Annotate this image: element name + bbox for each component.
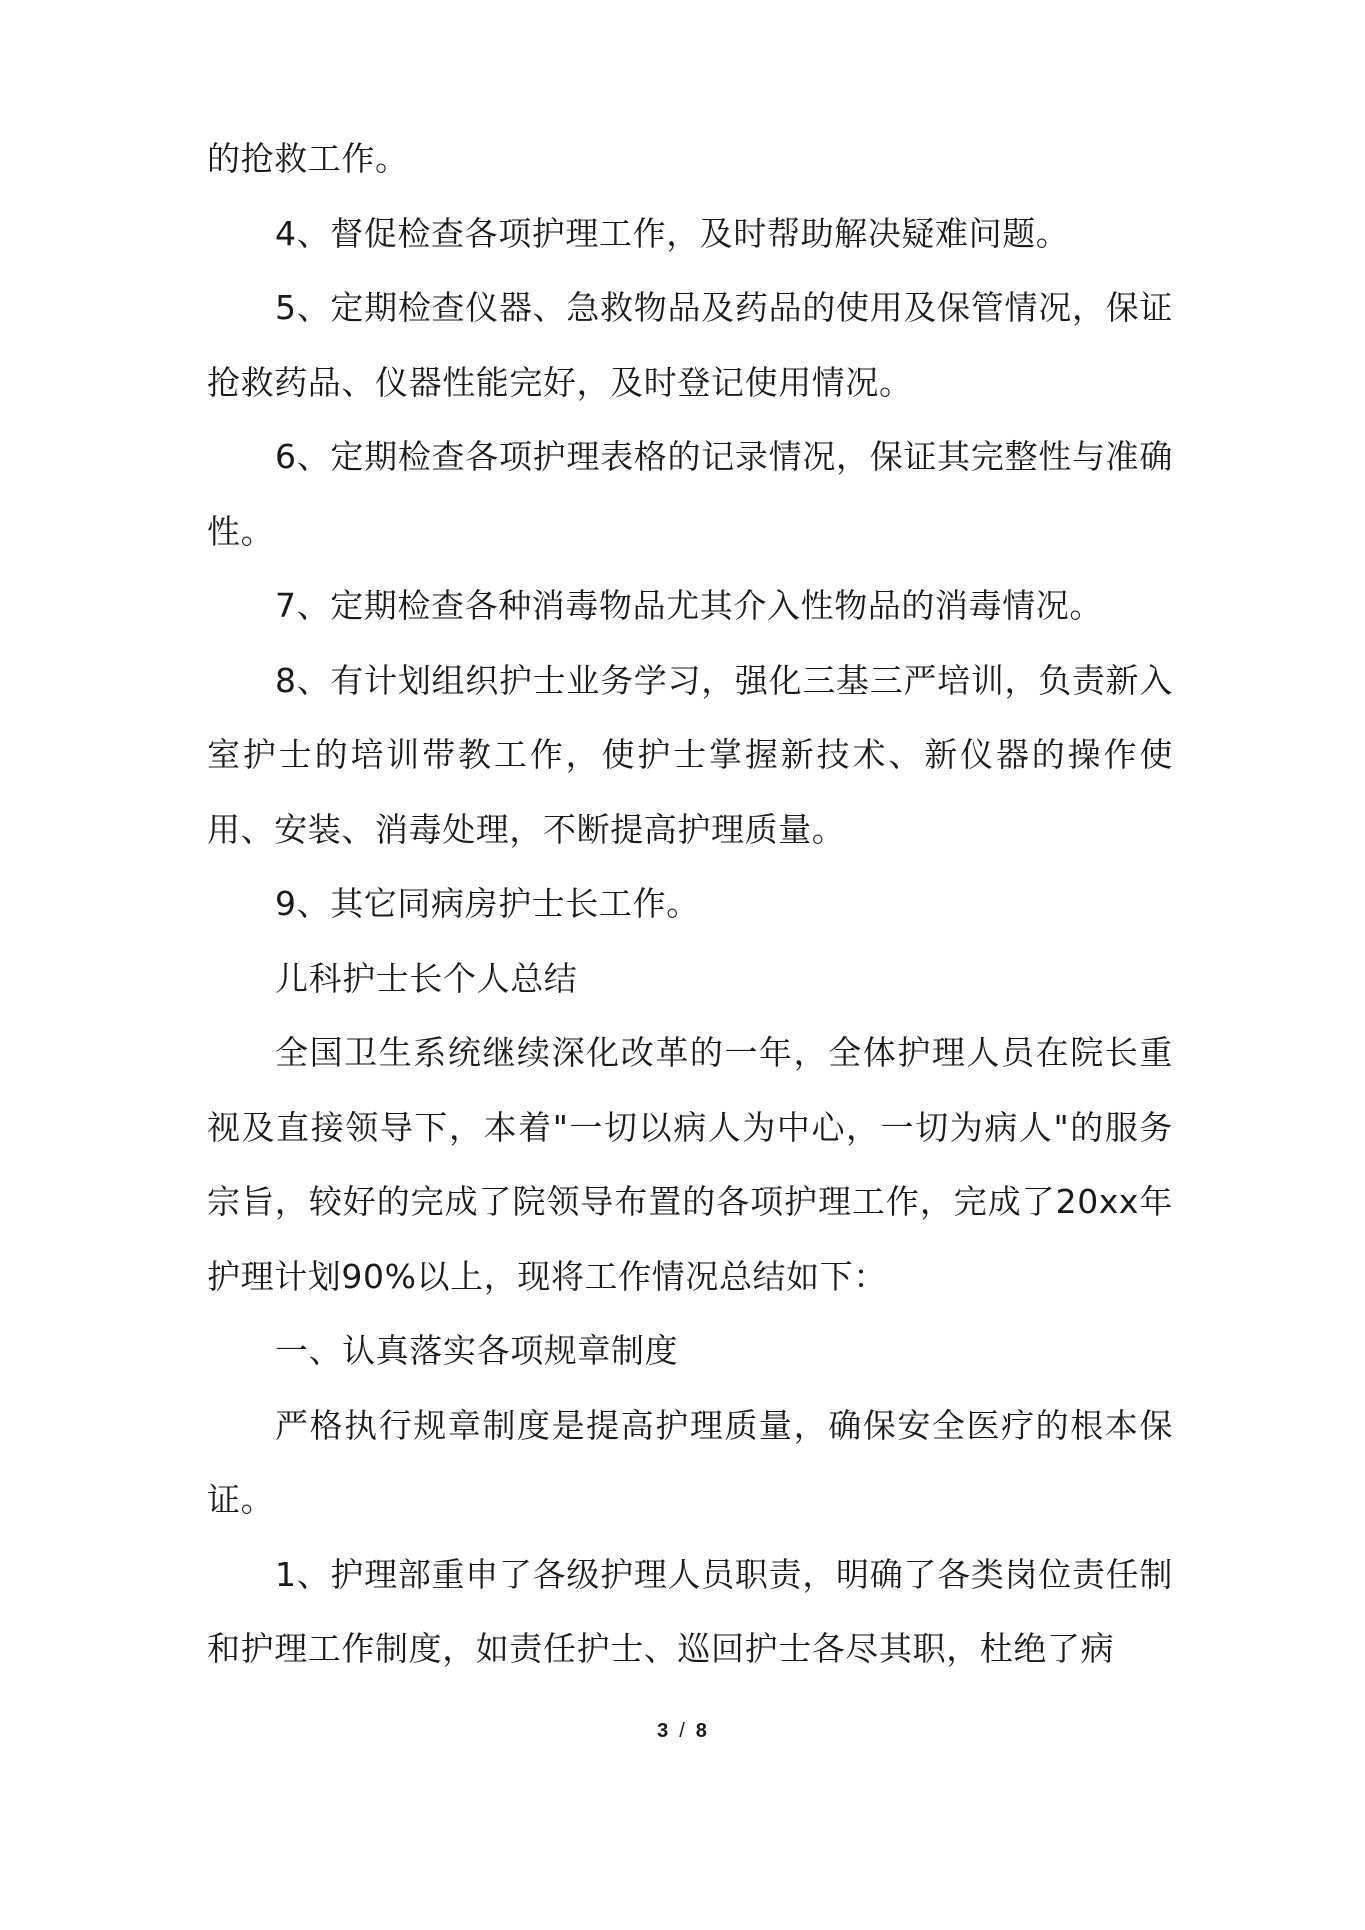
- paragraph-1: 的抢救工作。: [207, 139, 409, 178]
- subsection-heading: 一、认真落实各项规章制度: [275, 1331, 679, 1370]
- paragraph-11: 严格执行规章制度是提高护理质量，确保安全医疗的根本保证。: [207, 1405, 1173, 1519]
- paragraph-3: 5、定期检查仪器、急救物品及药品的使用及保管情况，保证抢救药品、仪器性能完好，及时登记使用情况。: [207, 288, 1173, 402]
- paragraph-9: 全国卫生系统继续深化改革的一年，全体护理人员在院长重视及直接领导下，本着"一切以病人为中心，一切为病人"的服务宗旨，较好的完成了院领导布置的各项护理工作，完成了20xx年护理计划90%以上，现将工作情况总结如下：: [207, 1033, 1173, 1296]
- paragraph-6: 8、有计划组织护士业务学习，强化三基三严培训，负责新入室护士的培训带教工作，使护士掌握新技术、新仪器的操作使用、安装、消毒处理，不断提高护理质量。: [207, 660, 1173, 849]
- document-body: [207, 122, 1173, 1687]
- page-separator: /: [679, 1720, 686, 1742]
- section-title: 儿科护士长个人总结: [275, 958, 578, 998]
- paragraph-2: 4、督促检查各项护理工作，及时帮助解决疑难问题。: [275, 213, 1070, 253]
- paragraph-4: 6、定期检查各项护理表格的记录情况，保证其完整性与准确性。: [207, 437, 1173, 551]
- total-page-count: 8: [695, 1720, 708, 1742]
- page-number: [0, 1720, 1365, 1743]
- current-page-number: 3: [657, 1720, 670, 1742]
- paragraph-12: 1、护理部重申了各级护理人员职责，明确了各类岗位责任制和护理工作制度，如责任护士、巡回护士各尽其职，杜绝了病: [207, 1554, 1173, 1668]
- paragraph-5: 7、定期检查各种消毒物品尤其介入性物品的消毒情况。: [275, 586, 1103, 625]
- paragraph-7: 9、其它同病房护士长工作。: [275, 884, 700, 923]
